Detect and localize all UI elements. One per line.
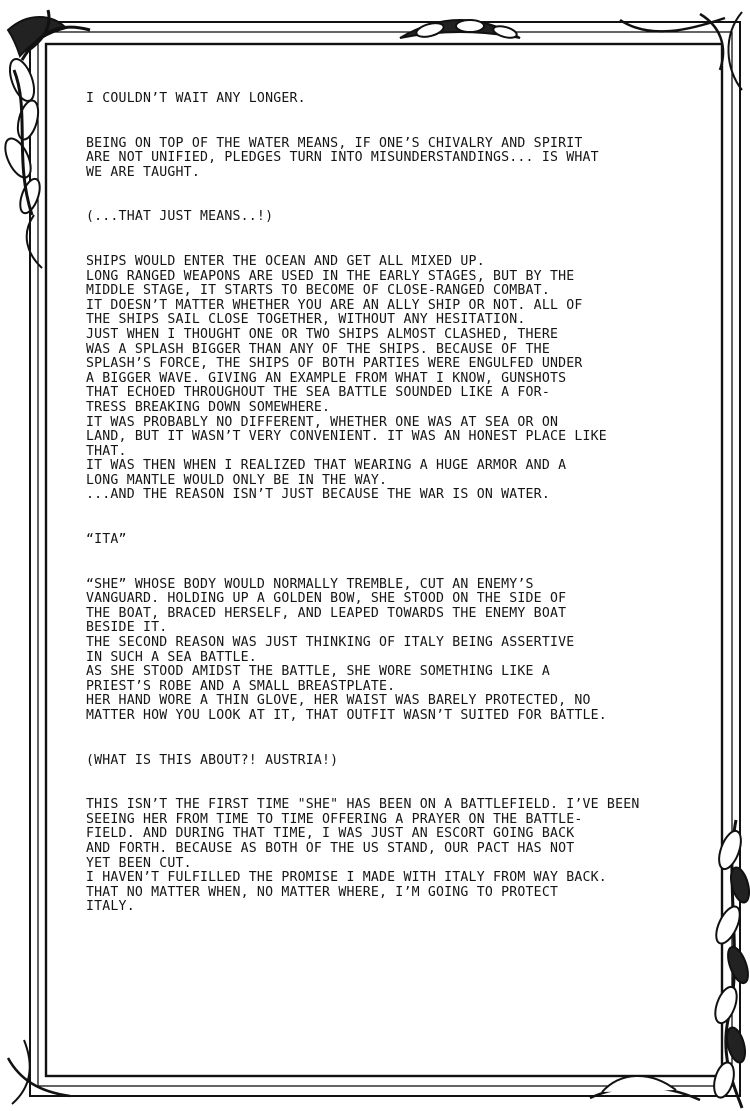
paragraph-5: “ITA” (86, 532, 127, 548)
paragraph-2: BEING ON TOP OF THE WATER MEANS, IF ONE’S CHIVALRY AND SPIRIT ARE NOT UNIFIED, PLEDGES TURN INTO MISUNDERSTANDINGS... IS WHAT WE ARE TAUGHT. (86, 135, 599, 180)
paragraph-6: “SHE” WHOSE BODY WOULD NORMALLY TREMBLE, CUT AN ENEMY’S VANGUARD. HOLDING UP A GOLDEN BOW, SHE STOOD ON THE SIDE OF THE BOAT, BRACED HERSELF, AND LEAPED TOWARDS THE ENEMY BOAT BESIDE IT. THE SECOND REASON WAS JUST THINKING OF ITALY BEING ASSERTIVE IN SUCH A SEA BATTLE. AS SHE STOOD AMIDST THE BATTLE, SHE WORE SOMETHING LIKE A PRIEST’S ROBE AND A SMALL BREASTPLATE. HER HAND WORE A THIN GLOVE, HER WAIST WAS BARELY PROTECTED, NO MATTER HOW YOU LOOK AT IT, THAT OUTFIT WASN’T SUITED FOR BATTLE. (86, 576, 607, 723)
laurel-vine-top-left (0, 17, 66, 268)
paragraph-4: SHIPS WOULD ENTER THE OCEAN AND GET ALL MIXED UP. LONG RANGED WEAPONS ARE USED IN THE EARLY STAGES, BUT BY THE MIDDLE STAGE, IT STARTS TO BECOME OF CLOSE-RANGED COMBAT. IT DOESN’T MATTER WHETHER YOU ARE AN ALLY SHIP OR NOT. ALL OF THE SHIPS SAIL CLOSE TOGETHER, WITHOUT ANY HESITATION. JUST WHEN I THOUGHT ONE OR TWO SHIPS ALMOST CLASHED, THERE WAS A SPLASH BIGGER THAN ANY OF THE SHIPS. BECAUSE OF THE SPLASH’S FORCE, THE SHIPS OF BOTH PARTIES WERE ENGULFED UNDER A BIGGER WAVE. GIVING AN EXAMPLE FROM WHAT I KNOW, GUNSHOTS THAT ECHOED THROUGHOUT THE SEA BATTLE SOUNDED LIKE A FOR- TRESS BREAKING DOWN SOMEWHERE. IT WAS PROBABLY NO DIFFERENT, WHETHER ONE WAS AT SEA OR ON LAND, BUT IT WASN’T VERY CONVENIENT. IT WAS AN HONEST PLACE LIKE THAT. IT WAS THEN WHEN I REALIZED THAT WEARING A HUGE ARMOR AND A LONG MANTLE WOULD ONLY BE IN THE WAY. ...AND THE REASON ISN’T JUST BECAUSE THE WAR IS ON WATER. (86, 253, 607, 503)
paragraph-7: (WHAT IS THIS ABOUT?! AUSTRIA!) (86, 752, 339, 768)
paragraph-8: THIS ISN’T THE FIRST TIME "SHE" HAS BEEN ON A BATTLEFIELD. I’VE BEEN SEEING HER FROM TIME TO TIME OFFERING A PRAYER ON THE BATTLE- FIELD. AND DURING THAT TIME, I WAS JUST AN ESCORT GOING BACK AND FORTH. BECAUSE AS BOTH OF THE US STAND, OUR PACT HAS NOT YET BEEN CUT. I HAVEN’T FULFILLED THE PROMISE I MADE WITH ITALY FROM WAY BACK. THAT NO MATTER WHEN, NO MATTER WHERE, I’M GOING TO PROTECT ITALY. (86, 797, 640, 915)
paragraph-3: (...THAT JUST MEANS..!) (86, 209, 274, 225)
narrative-text (86, 92, 686, 915)
laurel-ornament-top-right (400, 12, 742, 90)
paragraph-1: I COULDN’T WAIT ANY LONGER. (86, 91, 306, 106)
laurel-ornament-bottom-left (8, 1040, 70, 1104)
